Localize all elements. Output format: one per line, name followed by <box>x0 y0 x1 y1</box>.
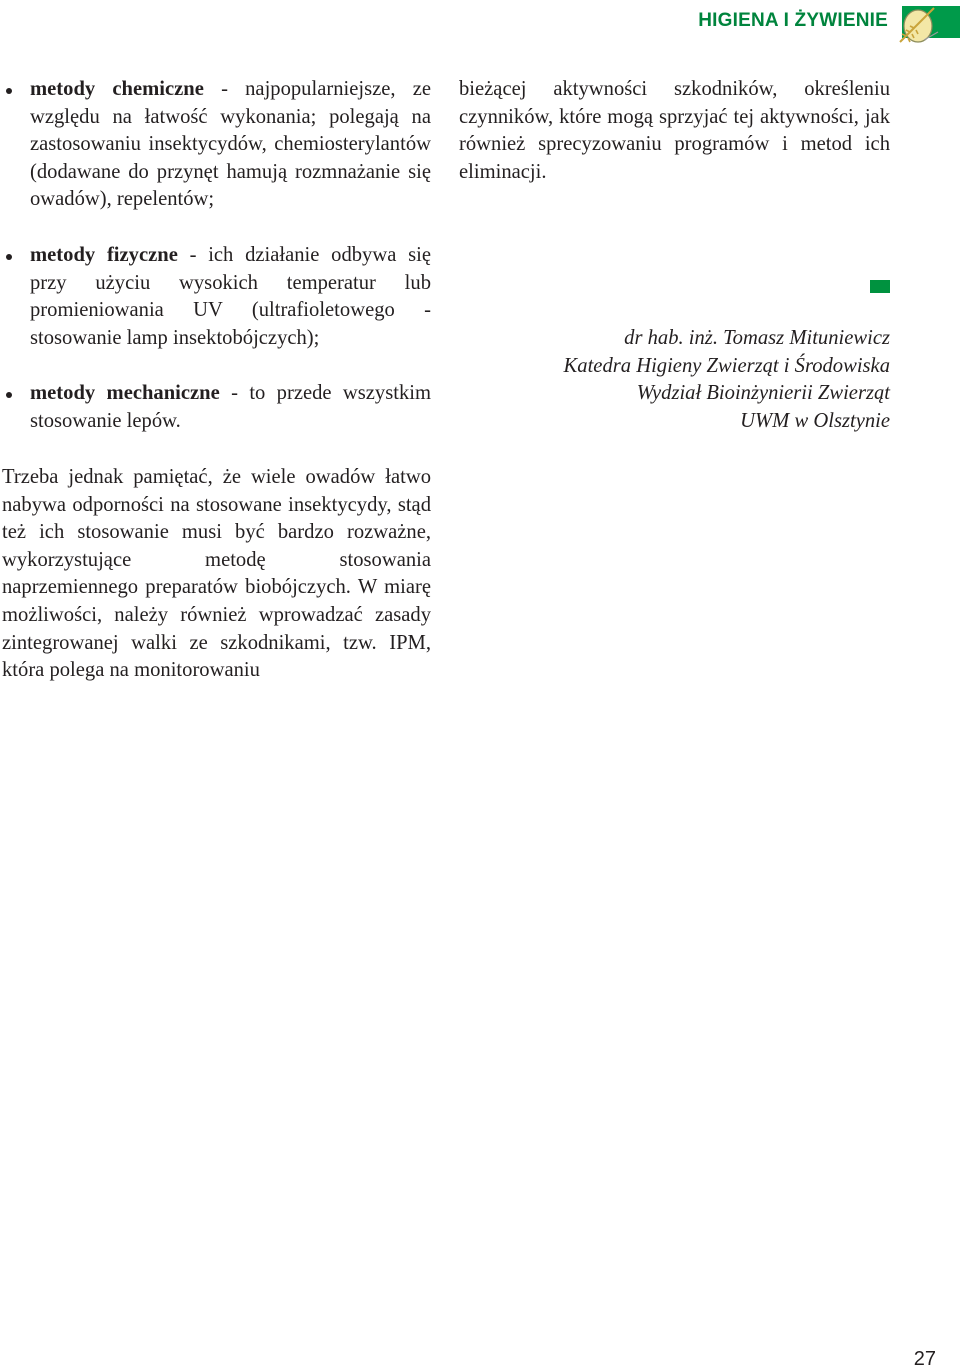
egg-and-wheat-icon <box>894 2 942 46</box>
article-end-mark <box>870 280 890 293</box>
bullet-term: metody mechaniczne <box>30 382 220 405</box>
section-label: HIGIENA I ŻYWIENIE <box>698 10 888 31</box>
list-item <box>30 380 431 435</box>
page-number: 27 <box>913 1348 936 1370</box>
bullet-term: metody fizyczne <box>30 243 178 266</box>
body-paragraph-right: bieżącej aktywności szkodników, określeniu czynników, które mogą sprzyjać tej aktywności, jak również sprecyzowaniu programów i metod ich eliminacji. <box>459 78 890 183</box>
bullet-text: - ich działanie odbywa się przy użyciu wysokich temperatur lub promieniowania UV (ultrafioletowego - stosowanie lamp insektobójczych); <box>30 243 431 349</box>
body-paragraph-left: Trzeba jednak pamiętać, że wiele owadów łatwo nabywa odporności na stosowane insektycydy, stąd też ich stosowanie musi być bardzo rozważne, wykorzystujące metodę stosowania naprzemiennego preparatów biobójczych. W miarę możliwości, należy również wprowadzać zasady zintegrowanej walki ze szkodnikami, tzw. IPM, która polega na monitorowaniu <box>2 466 431 682</box>
author-department: Katedra Higieny Zwierząt i Środowiska <box>563 354 890 377</box>
right-column <box>459 76 890 186</box>
author-name: dr hab. inż. Tomasz Mituniewicz <box>624 327 890 349</box>
bullet-text: - najpopularniejsze, ze względu na łatwość wykonania; polegają na zastosowaniu insektycydów, chemiosterylantów (dodawane do przynęt hamują rozmnażanie się owadów), repelentów; <box>30 78 431 211</box>
author-signature <box>564 325 890 435</box>
list-item <box>30 76 431 214</box>
left-column <box>30 76 431 464</box>
author-faculty: Wydział Bioinżynierii Zwierząt <box>636 382 890 405</box>
bullet-term: metody chemiczne <box>30 78 204 100</box>
methods-list <box>30 76 431 436</box>
author-university: UWM w Olsztynie <box>740 409 890 432</box>
list-item <box>30 242 431 352</box>
bullet-text: - to przede wszystkim stosowanie lepów. <box>30 382 431 432</box>
